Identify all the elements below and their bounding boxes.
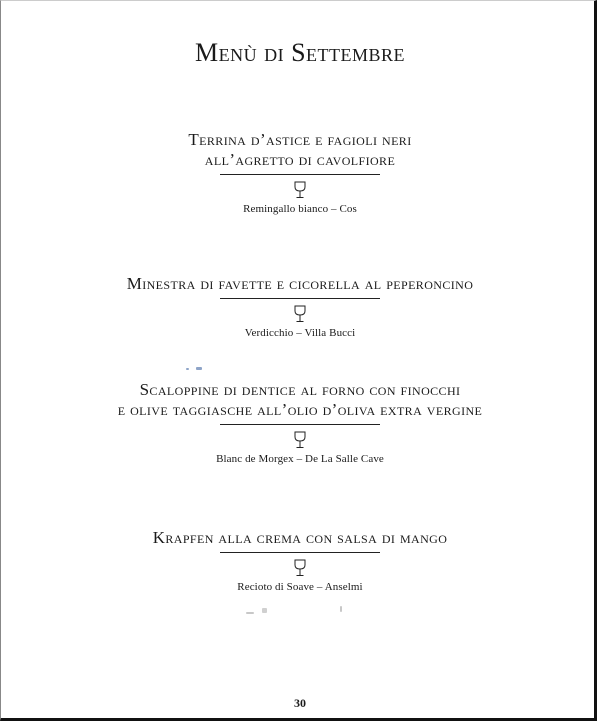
wine-pairing: Verdicchio – Villa Bucci — [244, 327, 356, 339]
dish-line: Terrina d’astice e fagioli neri — [188, 130, 412, 149]
wine-glass-icon — [293, 305, 307, 323]
divider — [220, 298, 380, 299]
dish-line: e olive taggiasche all’olio d’oliva extra vergine — [117, 400, 483, 419]
scan-speck — [186, 368, 189, 370]
wine-pairing: Recioto di Soave – Anselmi — [237, 581, 363, 593]
dish-name — [0, 528, 600, 548]
page-number: 30 — [294, 696, 306, 710]
dish-line: Minestra di favette e cicorella al peperoncino — [126, 274, 474, 293]
course-4 — [0, 528, 600, 593]
course-2 — [0, 274, 600, 339]
wine-glass-icon — [293, 181, 307, 199]
divider — [220, 424, 380, 425]
dish-line: Scaloppine di dentice al forno con finocchi — [139, 380, 461, 399]
wine-pairing: Blanc de Morgex – De La Salle Cave — [216, 453, 384, 465]
dish-name — [0, 130, 600, 170]
scan-speck — [246, 612, 254, 614]
page-title: Menù di Settembre — [194, 38, 406, 67]
dish-name — [0, 380, 600, 420]
divider — [220, 174, 380, 175]
course-3 — [0, 380, 600, 465]
scan-speck — [262, 608, 267, 613]
wine-glass-icon — [293, 559, 307, 577]
scan-speck — [196, 367, 202, 370]
dish-name — [0, 274, 600, 294]
dish-line: Krapfen alla crema con salsa di mango — [152, 528, 448, 547]
course-1 — [0, 130, 600, 215]
wine-pairing: Remingallo bianco – Cos — [243, 203, 357, 215]
dish-line: all’agretto di cavolfiore — [204, 150, 396, 169]
divider — [220, 552, 380, 553]
scan-speck — [340, 606, 342, 612]
wine-glass-icon — [293, 431, 307, 449]
